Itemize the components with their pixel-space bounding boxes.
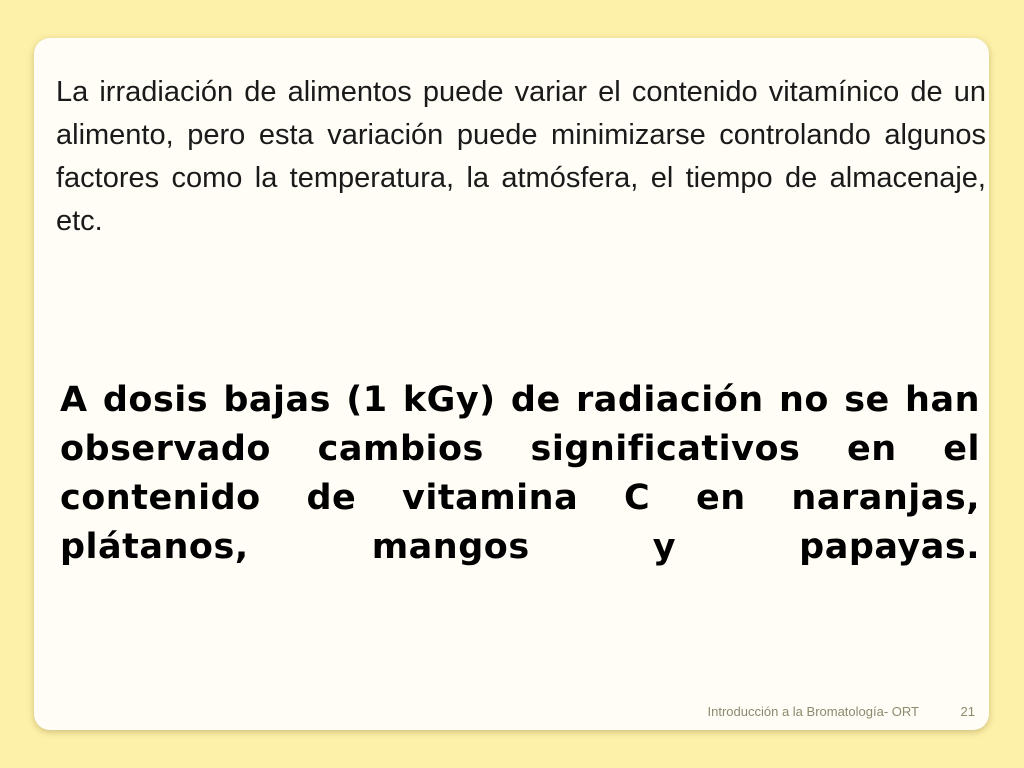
intro-paragraph: La irradiación de alimentos puede variar el contenido vitamínico de un alimento, pero esta variación puede minimizarse controlando algunos factores como la temperatura, la atmósfera, el tiempo de almacenaje, etc.	[56, 76, 986, 237]
slide-footer	[34, 702, 989, 722]
slide-card	[34, 38, 989, 730]
vitamin-c-paragraph: A dosis bajas (1 kGy) de radiación no se han observado cambios significativos en el contenido de vitamina C en naranjas, plátanos, mangos y papayas.	[60, 380, 980, 567]
footer-course-title: Introducción a la Bromatología- ORT	[707, 704, 919, 719]
slide-number: 21	[960, 704, 975, 719]
